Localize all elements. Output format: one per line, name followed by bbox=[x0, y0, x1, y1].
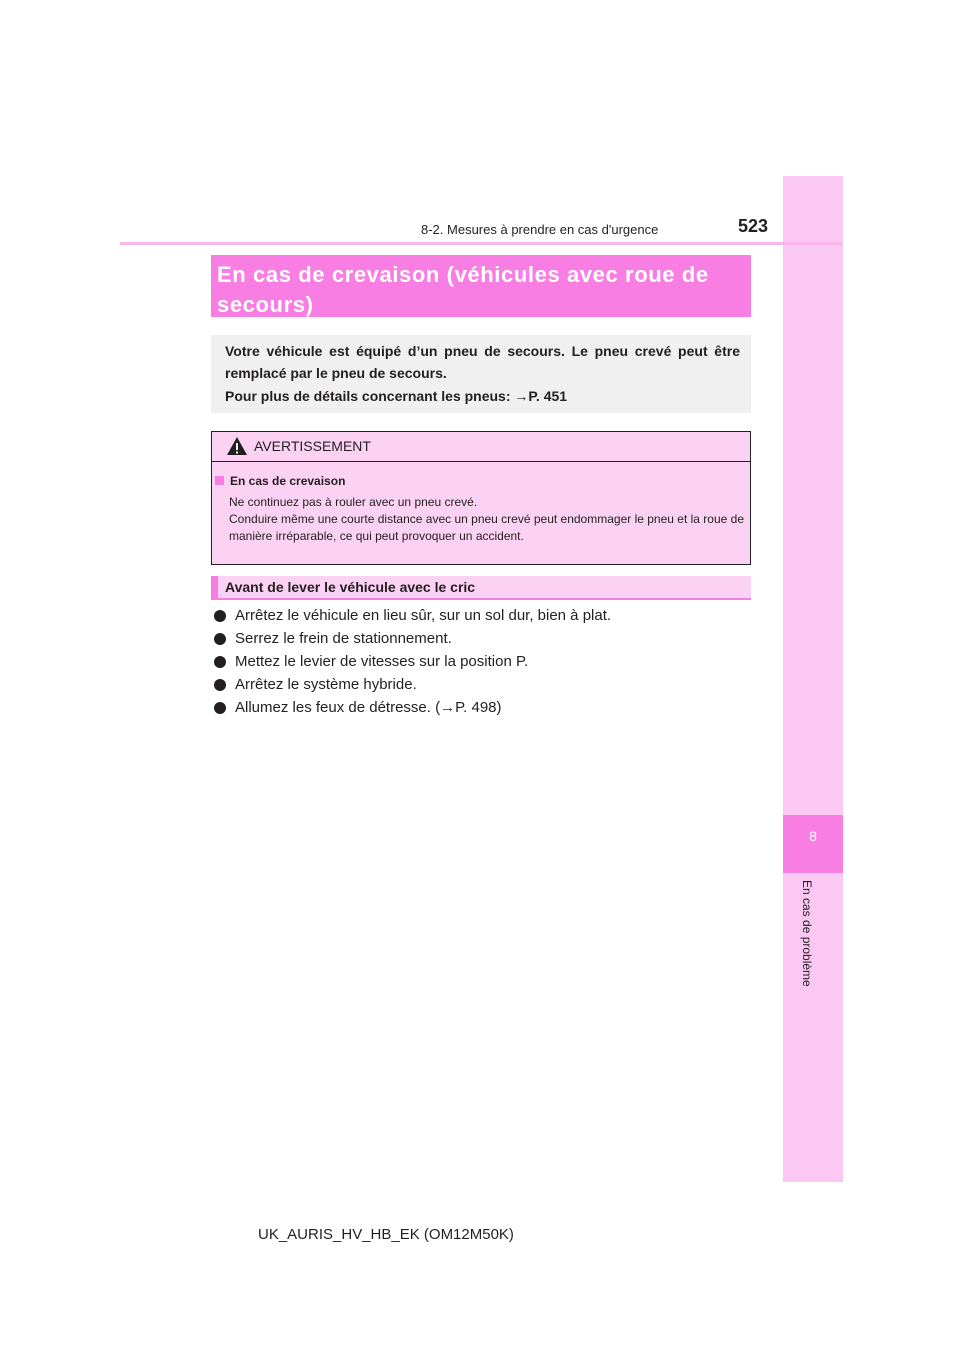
subsection-title: Avant de lever le véhicule avec le cric bbox=[225, 579, 476, 595]
square-bullet-icon bbox=[215, 476, 224, 485]
document-footer: UK_AURIS_HV_HB_EK (OM12M50K) bbox=[258, 1226, 514, 1243]
warning-body bbox=[229, 494, 744, 545]
bullet-icon bbox=[214, 633, 226, 645]
warning-subheading-text: En cas de crevaison bbox=[230, 474, 346, 488]
header-rule bbox=[120, 242, 842, 245]
warning-icon bbox=[226, 436, 248, 456]
chapter-side-tab bbox=[783, 176, 843, 1182]
list-item bbox=[212, 698, 611, 721]
list-item-text: Mettez le levier de vitesses sur la position P. bbox=[235, 653, 529, 670]
list-item-text: Arrêtez le véhicule en lieu sûr, sur un sol dur, bien à plat. bbox=[235, 607, 612, 624]
list-item bbox=[212, 652, 611, 675]
section-header: 8-2. Mesures à prendre en cas d'urgence bbox=[421, 222, 659, 237]
list-item-text: Serrez le frein de stationnement. bbox=[235, 630, 452, 647]
page-title: En cas de crevaison (véhicules avec roue de secours) bbox=[217, 262, 709, 317]
list-item bbox=[212, 675, 611, 698]
step-list bbox=[212, 606, 611, 721]
list-item bbox=[212, 606, 611, 629]
bullet-icon bbox=[214, 610, 226, 622]
warning-heading: AVERTISSEMENT bbox=[254, 438, 371, 454]
warning-divider bbox=[211, 461, 751, 462]
chapter-label: En cas de problème bbox=[800, 880, 814, 987]
chapter-tab-active[interactable] bbox=[783, 815, 843, 873]
intro-text: Votre véhicule est équipé d’un pneu de secours. Le pneu crevé peut être remplacé par le pneu de secours. bbox=[225, 343, 740, 381]
bullet-icon bbox=[214, 656, 226, 668]
list-item-text: Arrêtez le système hybride. bbox=[235, 676, 417, 693]
intro-reference: Pour plus de détails concernant les pneus: →P. 451 bbox=[225, 388, 568, 404]
bullet-icon bbox=[214, 702, 226, 714]
subsection-accent-bar bbox=[211, 576, 218, 600]
list-item bbox=[212, 629, 611, 652]
bullet-icon bbox=[214, 679, 226, 691]
warning-line: Conduire même une courte distance avec un pneu crevé peut endommager le pneu et la roue de manière irréparable, ce qui peut provoquer un accident. bbox=[229, 512, 744, 543]
warning-line: Ne continuez pas à rouler avec un pneu crevé. bbox=[229, 495, 478, 509]
chapter-number: 8 bbox=[809, 828, 817, 844]
warning-subheading bbox=[215, 474, 345, 488]
list-item-text: Allumez les feux de détresse. (→P. 498) bbox=[235, 699, 502, 716]
page-number: 523 bbox=[738, 216, 769, 236]
